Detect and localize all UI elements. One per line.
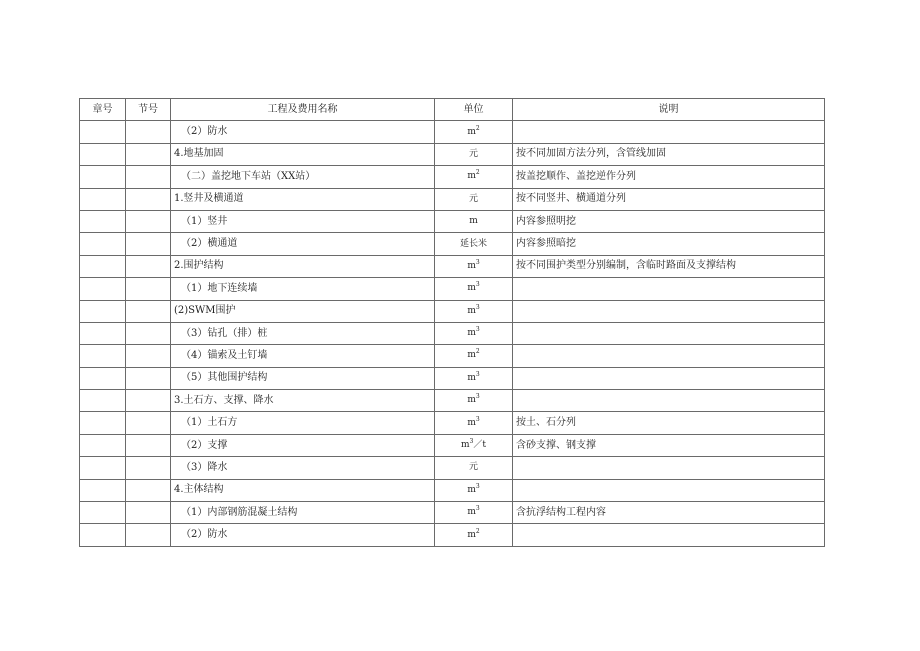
chapter-cell bbox=[80, 390, 126, 412]
name-cell: (2)SWM围护 bbox=[171, 300, 435, 322]
chapter-cell bbox=[80, 166, 126, 188]
cost-table bbox=[79, 98, 825, 547]
name-cell: （2）横通道 bbox=[171, 233, 435, 255]
table-row bbox=[80, 457, 825, 479]
description-cell: 按盖挖顺作、盖挖逆作分列 bbox=[513, 166, 825, 188]
table-row bbox=[80, 143, 825, 165]
name-cell: （2）防水 bbox=[171, 121, 435, 143]
description-cell bbox=[513, 390, 825, 412]
unit-cell bbox=[435, 457, 513, 479]
section-cell bbox=[126, 367, 171, 389]
unit-cell bbox=[435, 390, 513, 412]
section-cell bbox=[126, 434, 171, 456]
unit-cell bbox=[435, 479, 513, 501]
chapter-cell bbox=[80, 322, 126, 344]
unit-exponent: 3 bbox=[475, 281, 480, 289]
unit-base: m bbox=[467, 328, 476, 339]
table-header bbox=[80, 99, 825, 121]
table-row bbox=[80, 502, 825, 524]
section-cell bbox=[126, 121, 171, 143]
name-cell: 1.竖井及横通道 bbox=[171, 188, 435, 210]
unit-base: m bbox=[467, 350, 476, 361]
name-cell: （4）锚索及土钉墙 bbox=[171, 345, 435, 367]
unit-cell bbox=[435, 300, 513, 322]
name-cell: （2）防水 bbox=[171, 524, 435, 546]
table-row bbox=[80, 390, 825, 412]
unit-base: m bbox=[467, 529, 476, 540]
chapter-cell bbox=[80, 345, 126, 367]
description-cell bbox=[513, 300, 825, 322]
table-row bbox=[80, 322, 825, 344]
section-cell bbox=[126, 345, 171, 367]
unit-exponent: 3 bbox=[475, 415, 480, 423]
chapter-cell bbox=[80, 278, 126, 300]
description-cell: 含抗浮结构工程内容 bbox=[513, 502, 825, 524]
unit-base: m bbox=[467, 372, 476, 383]
unit-exponent: 3 bbox=[475, 258, 480, 266]
name-cell: （1）土石方 bbox=[171, 412, 435, 434]
unit-cell bbox=[435, 166, 513, 188]
unit-exponent: 2 bbox=[475, 124, 480, 132]
description-cell: 按不同竖井、横通道分列 bbox=[513, 188, 825, 210]
unit-exponent: 3 bbox=[475, 393, 480, 401]
unit-exponent: 3 bbox=[475, 505, 480, 513]
unit-cell bbox=[435, 121, 513, 143]
unit-base: 延长米 bbox=[459, 238, 487, 249]
table-row bbox=[80, 188, 825, 210]
table-row bbox=[80, 479, 825, 501]
header-row bbox=[80, 99, 825, 121]
chapter-cell bbox=[80, 434, 126, 456]
unit-cell bbox=[435, 233, 513, 255]
table-row bbox=[80, 300, 825, 322]
unit-base: m bbox=[467, 260, 476, 271]
description-cell bbox=[513, 345, 825, 367]
unit-exponent: 2 bbox=[475, 169, 480, 177]
table-row bbox=[80, 412, 825, 434]
table-row bbox=[80, 166, 825, 188]
name-cell: （5）其他围护结构 bbox=[171, 367, 435, 389]
table-row bbox=[80, 210, 825, 232]
description-cell bbox=[513, 479, 825, 501]
section-cell bbox=[126, 143, 171, 165]
table-row bbox=[80, 121, 825, 143]
description-cell bbox=[513, 278, 825, 300]
table-row bbox=[80, 255, 825, 277]
unit-exponent: 3 bbox=[475, 370, 480, 378]
chapter-cell bbox=[80, 188, 126, 210]
unit-base: m bbox=[467, 484, 476, 495]
section-cell bbox=[126, 479, 171, 501]
name-cell: （1）竖井 bbox=[171, 210, 435, 232]
unit-cell bbox=[435, 278, 513, 300]
unit-cell bbox=[435, 345, 513, 367]
unit-base: m bbox=[469, 216, 478, 227]
description-cell: 按不同围护类型分别编制，含临时路面及支撑结构 bbox=[513, 255, 825, 277]
unit-base: 元 bbox=[468, 148, 478, 159]
name-cell: （3）钻孔（排）桩 bbox=[171, 322, 435, 344]
section-cell bbox=[126, 412, 171, 434]
table-row bbox=[80, 524, 825, 546]
chapter-cell bbox=[80, 479, 126, 501]
unit-base: 元 bbox=[468, 462, 478, 473]
name-cell: 2.围护结构 bbox=[171, 255, 435, 277]
section-cell bbox=[126, 524, 171, 546]
unit-cell bbox=[435, 524, 513, 546]
name-cell: 4.主体结构 bbox=[171, 479, 435, 501]
name-cell: （1）地下连续墙 bbox=[171, 278, 435, 300]
unit-cell bbox=[435, 210, 513, 232]
unit-base: m bbox=[467, 171, 476, 182]
description-cell bbox=[513, 457, 825, 479]
section-cell bbox=[126, 188, 171, 210]
unit-base: m bbox=[467, 126, 476, 137]
header-section: 节号 bbox=[126, 99, 171, 121]
description-cell: 内容参照明挖 bbox=[513, 210, 825, 232]
chapter-cell bbox=[80, 121, 126, 143]
table-body bbox=[80, 121, 825, 546]
header-description: 说明 bbox=[513, 99, 825, 121]
section-cell bbox=[126, 322, 171, 344]
unit-cell bbox=[435, 502, 513, 524]
description-cell bbox=[513, 121, 825, 143]
chapter-cell bbox=[80, 524, 126, 546]
table-row bbox=[80, 233, 825, 255]
name-cell: 3.土石方、支撑、降水 bbox=[171, 390, 435, 412]
unit-base: m bbox=[467, 417, 476, 428]
header-name: 工程及费用名称 bbox=[171, 99, 435, 121]
unit-base: m bbox=[467, 507, 476, 518]
unit-base: m bbox=[467, 395, 476, 406]
unit-cell bbox=[435, 255, 513, 277]
description-cell bbox=[513, 322, 825, 344]
section-cell bbox=[126, 210, 171, 232]
name-cell: （3）降水 bbox=[171, 457, 435, 479]
unit-exponent: 3 bbox=[475, 326, 480, 334]
description-cell: 按不同加固方法分列，含管线加固 bbox=[513, 143, 825, 165]
unit-exponent: 3 bbox=[475, 482, 480, 490]
section-cell bbox=[126, 278, 171, 300]
unit-exponent: 2 bbox=[475, 527, 480, 535]
chapter-cell bbox=[80, 457, 126, 479]
unit-base: m bbox=[467, 283, 476, 294]
table-row bbox=[80, 367, 825, 389]
unit-cell bbox=[435, 412, 513, 434]
unit-cell bbox=[435, 434, 513, 456]
section-cell bbox=[126, 502, 171, 524]
unit-cell bbox=[435, 322, 513, 344]
table-row bbox=[80, 345, 825, 367]
unit-exponent: 3 bbox=[475, 303, 480, 311]
chapter-cell bbox=[80, 502, 126, 524]
unit-base: m bbox=[467, 305, 476, 316]
description-cell: 按土、石分列 bbox=[513, 412, 825, 434]
section-cell bbox=[126, 233, 171, 255]
name-cell: （二）盖挖地下车站（XX站） bbox=[171, 166, 435, 188]
description-cell: 含砂支撑、钢支撑 bbox=[513, 434, 825, 456]
table-row bbox=[80, 434, 825, 456]
section-cell bbox=[126, 166, 171, 188]
name-cell: 4.地基加固 bbox=[171, 143, 435, 165]
name-cell: （1）内部钢筋混凝土结构 bbox=[171, 502, 435, 524]
unit-base: m bbox=[461, 440, 470, 451]
chapter-cell bbox=[80, 210, 126, 232]
table-row bbox=[80, 278, 825, 300]
unit-cell bbox=[435, 188, 513, 210]
chapter-cell bbox=[80, 255, 126, 277]
unit-exponent: 2 bbox=[475, 348, 480, 356]
chapter-cell bbox=[80, 367, 126, 389]
section-cell bbox=[126, 457, 171, 479]
header-unit: 单位 bbox=[435, 99, 513, 121]
chapter-cell bbox=[80, 300, 126, 322]
description-cell: 内容参照暗挖 bbox=[513, 233, 825, 255]
unit-exponent: 3 bbox=[469, 438, 474, 446]
description-cell bbox=[513, 524, 825, 546]
section-cell bbox=[126, 390, 171, 412]
section-cell bbox=[126, 255, 171, 277]
unit-cell bbox=[435, 143, 513, 165]
description-cell bbox=[513, 367, 825, 389]
unit-cell bbox=[435, 367, 513, 389]
unit-suffix: ／t bbox=[473, 440, 486, 451]
chapter-cell bbox=[80, 412, 126, 434]
unit-base: 元 bbox=[468, 193, 478, 204]
section-cell bbox=[126, 300, 171, 322]
header-chapter: 章号 bbox=[80, 99, 126, 121]
name-cell: （2）支撑 bbox=[171, 434, 435, 456]
chapter-cell bbox=[80, 233, 126, 255]
chapter-cell bbox=[80, 143, 126, 165]
